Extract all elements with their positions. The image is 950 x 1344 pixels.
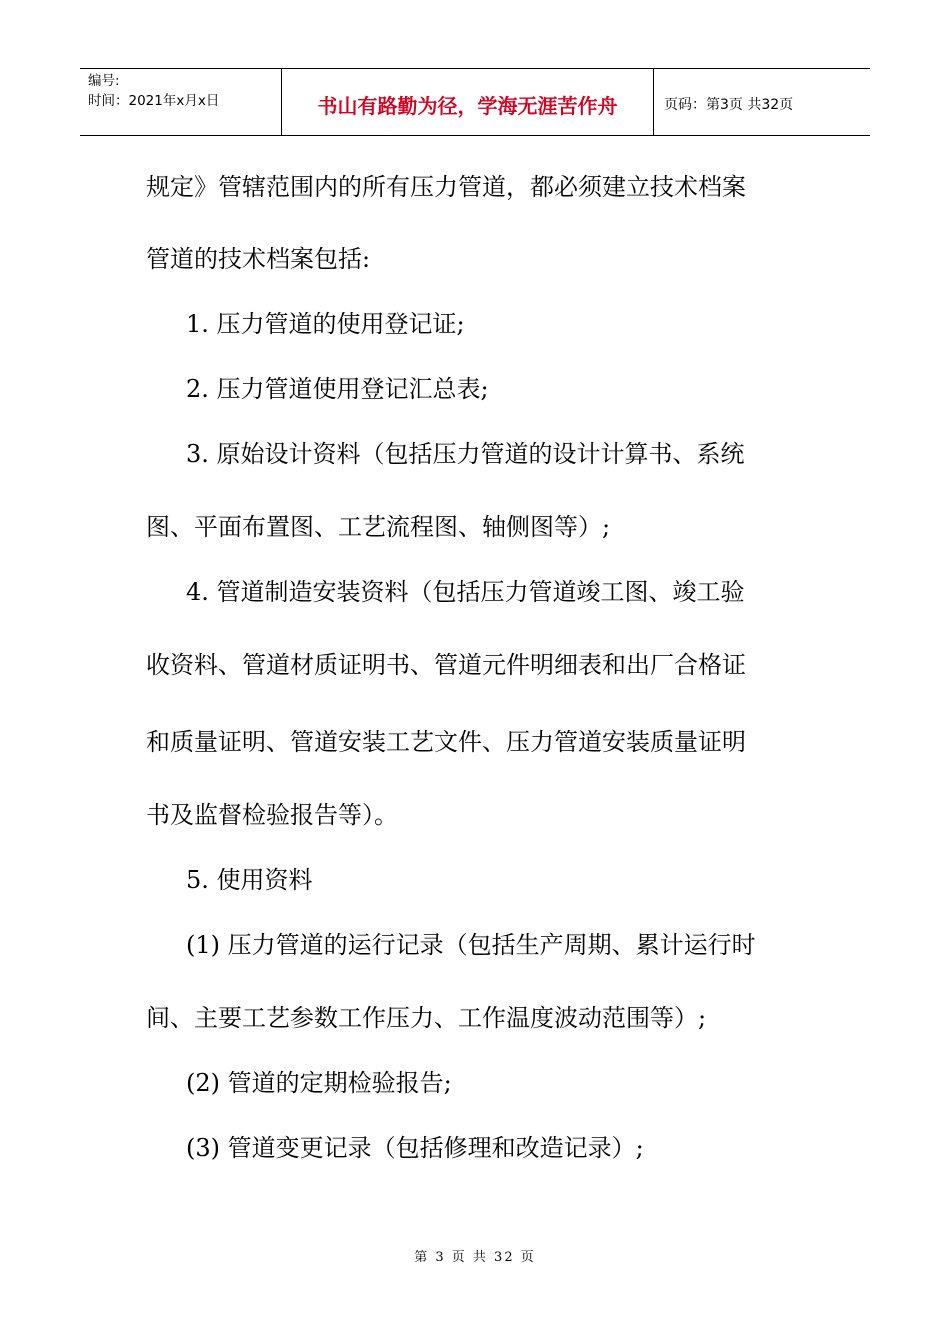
list-item: (2) 管道的定期检验报告;	[186, 1069, 452, 1097]
document-time: 时间：2021年x月x日	[88, 93, 220, 109]
header-motto: 书山有路勤为径，学海无涯苦作舟	[282, 69, 654, 135]
paragraph-line: 书及监督检验报告等）。	[146, 801, 398, 829]
list-item: 3. 原始设计资料（包括压力管道的设计计算书、系统	[186, 440, 745, 468]
list-item: (1) 压力管道的运行记录（包括生产周期、累计运行时	[186, 931, 756, 959]
header-page-info: 页码：第3页 共32页	[664, 97, 794, 113]
paragraph-line: 规定》管辖范围内的所有压力管道，都必须建立技术档案	[146, 173, 746, 201]
paragraph-line: 和质量证明、管道安装工艺文件、压力管道安装质量证明	[146, 728, 746, 756]
list-item: (3) 管道变更记录（包括修理和改造记录）;	[186, 1134, 644, 1162]
list-item: 1. 压力管道的使用登记证;	[186, 310, 465, 338]
list-item: 4. 管道制造安装资料（包括压力管道竣工图、竣工验	[186, 578, 745, 606]
list-item: 5. 使用资料	[186, 866, 313, 894]
paragraph-line: 收资料、管道材质证明书、管道元件明细表和出厂合格证	[146, 651, 746, 679]
paragraph-line: 管道的技术档案包括:	[146, 245, 371, 273]
header-meta	[80, 69, 282, 135]
document-number-label: 编号:	[88, 73, 120, 89]
paragraph-line: 图、平面布置图、工艺流程图、轴侧图等）;	[146, 513, 611, 541]
list-item: 2. 压力管道使用登记汇总表;	[186, 375, 489, 403]
page-header	[80, 68, 870, 136]
paragraph-line: 间、主要工艺参数工作压力、工作温度波动范围等）;	[146, 1004, 707, 1032]
page-footer: 第 3 页 共 32 页	[414, 1250, 536, 1265]
